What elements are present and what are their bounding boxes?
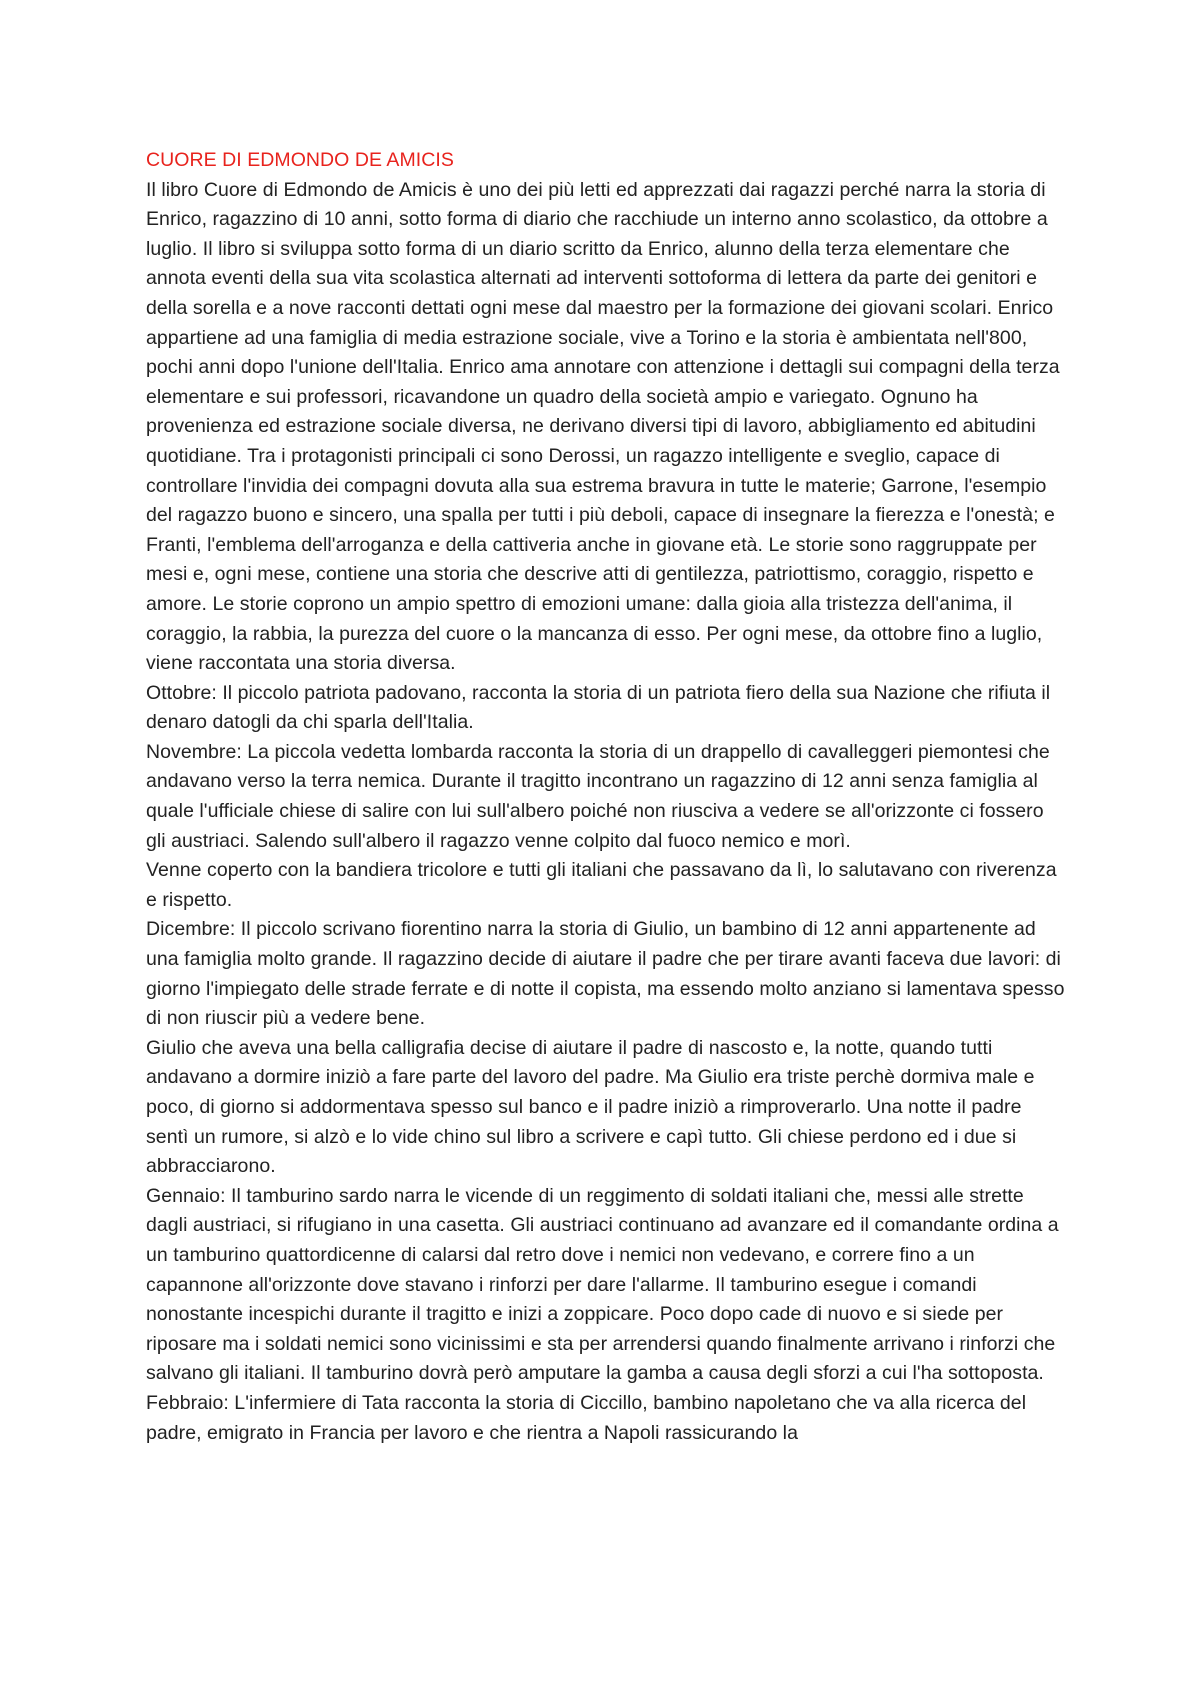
paragraph-dicembre: Dicembre: Il piccolo scrivano fiorentino narra la storia di Giulio, un bambino di 12 anni appartenente ad una famiglia molto grande. Il ragazzino decide di aiutare il padre che per tirare avanti faceva due lavori: di giorno l'impiegato delle strade ferrate e di notte il copista, ma essendo molto anziano si lamentava spesso di non riuscir più a vedere bene. <box>146 918 1065 1030</box>
paragraph-novembre-ending: Venne coperto con la bandiera tricolore e tutti gli italiani che passavano da lì, lo salutavano con riverenza e rispetto. <box>146 859 1057 911</box>
paragraph-intro: Il libro Cuore di Edmondo de Amicis è uno dei più letti ed apprezzati dai ragazzi perché narra la storia di Enrico, ragazzino di 10 anni, sotto forma di diario che racchiude un interno anno scolastico, da ottobre a luglio. Il libro si sviluppa sotto forma di un diario scritto da Enrico, alunno della terza elementare che annota eventi della sua vita scolastica alternati ad interventi sottoforma di lettera da parte dei genitori e della sorella e a nove racconti dettati ogni mese dal maestro per la formazione dei giovani scolari. Enrico appartiene ad una famiglia di media estrazione sociale, vive a Torino e la storia è ambientata nell'800, pochi anni dopo l'unione dell'Italia. Enrico ama annotare con attenzione i dettagli sui compagni della terza elementare e sui professori, ricavandone un quadro della società ampio e variegato. Ognuno ha provenienza ed estrazione sociale diversa, ne derivano diversi tipi di lavoro, abbigliamento ed abitudini quotidiane. Tra i protagonisti principali ci sono Derossi, un ragazzo intelligente e sveglio, capace di controllare l'invidia dei compagni dovuta alla sua estrema bravura in tutte le materie; Garrone, l'esempio del ragazzo buono e sincero, una spalla per tutti i più deboli, capace di insegnare la fierezza e l'onestà; e Franti, l'emblema dell'arroganza e della cattiveria anche in giovane età. Le storie sono raggruppate per mesi e, ogni mese, contiene una storia che descrive atti di gentilezza, patriottismo, coraggio, rispetto e amore. Le storie coprono un ampio spettro di emozioni umane: dalla gioia alla tristezza dell'anima, il coraggio, la rabbia, la purezza del cuore o la mancanza di esso. Per ogni mese, da ottobre fino a luglio, viene raccontata una storia diversa. <box>146 178 1060 675</box>
document-body <box>146 146 1066 1448</box>
paragraph-dicembre-giulio: Giulio che aveva una bella calligrafia decise di aiutare il padre di nascosto e, la notte, quando tutti andavano a dormire iniziò a fare parte del lavoro del padre. Ma Giulio era triste perchè dormiva male e poco, di giorno si addormentava spesso sul banco e il padre iniziò a rimproverarlo. Una notte il padre sentì un rumore, si alzò e lo vide chino sul libro a scrivere e capì tutto. Gli chiese perdono ed i due si abbracciarono. <box>146 1036 1035 1178</box>
document-title: CUORE DI EDMONDO DE AMICIS <box>146 149 454 171</box>
paragraph-novembre: Novembre: La piccola vedetta lombarda racconta la storia di un drappello di cavalleggeri piemontesi che andavano verso la terra nemica. Durante il tragitto incontrano un ragazzino di 12 anni senza famiglia al quale l'ufficiale chiese di salire con lui sull'albero poiché non riusciva a vedere se all'orizzonte ci fossero gli austriaci. Salendo sull'albero il ragazzo venne colpito dal fuoco nemico e morì. <box>146 740 1050 852</box>
paragraph-gennaio: Gennaio: Il tamburino sardo narra le vicende di un reggimento di soldati italiani che, messi alle strette dagli austriaci, si rifugiano in una casetta. Gli austriaci continuano ad avanzare ed il comandante ordina a un tamburino quattordicenne di calarsi dal retro dove i nemici non vedevano, e correre fino a un capannone all'orizzonte dove stavano i rinforzi per dare l'allarme. Il tamburino esegue i comandi nonostante incespichi durante il tragitto e inizi a zoppicare. Poco dopo cade di nuovo e si siede per riposare ma i soldati nemici sono vicinissimi e sta per arrendersi quando finalmente arrivano i rinforzi che salvano gli italiani. Il tamburino dovrà però amputare la gamba a causa degli sforzi a cui l'ha sottoposta. <box>146 1184 1059 1385</box>
paragraph-ottobre: Ottobre: Il piccolo patriota padovano, racconta la storia di un patriota fiero della sua Nazione che rifiuta il denaro datogli da chi sparla dell'Italia. <box>146 681 1051 734</box>
paragraph-febbraio: Febbraio: L'infermiere di Tata racconta la storia di Ciccillo, bambino napoletano che va alla ricerca del padre, emigrato in Francia per lavoro e che rientra a Napoli rassicurando la <box>146 1391 1027 1444</box>
